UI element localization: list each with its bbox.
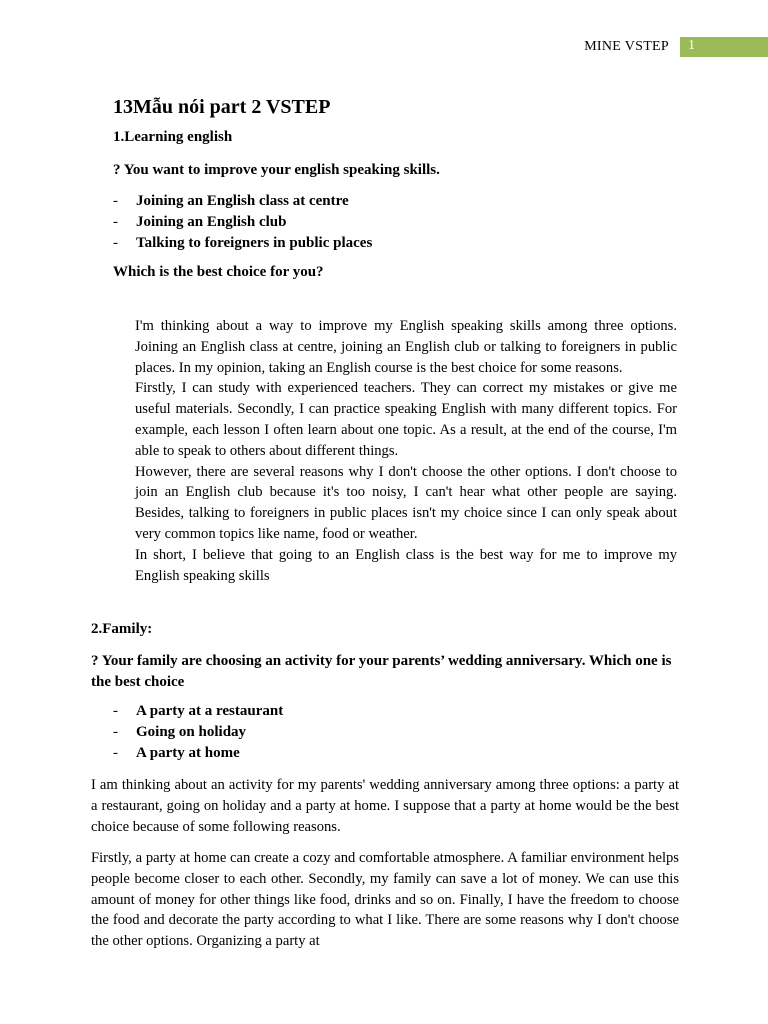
section1-heading: 1.Learning english [113, 129, 233, 145]
section1-question: ? You want to improve your english speaking skills. [113, 162, 440, 178]
list-item: - Joining an English club [113, 212, 372, 233]
paragraph: Firstly, I can study with experienced teachers. They can correct my mistakes or give me useful materials. Secondly, I can practice speaking English with many different topics. For example, each lesson I often learn about one topic. As a result, at the end of the course, I'm able to speak to others about different things. [135, 380, 677, 459]
section2-heading: 2.Family: [91, 621, 153, 637]
list-item: - Talking to foreigners in public places [113, 233, 372, 254]
list-item: - Going on holiday [113, 722, 283, 743]
page-number-tab [678, 37, 768, 57]
document-title: 13Mẫu nói part 2 VSTEP [113, 96, 331, 118]
section1-prompt: Which is the best choice for you? [113, 264, 324, 280]
section2-answer-paragraph-1: I am thinking about an activity for my parents' wedding anniversary among three options: a party at a restaurant, going on holiday and a party at home. I suppose that a party at home would be the best choice because of some following reasons. [91, 777, 679, 835]
paragraph: However, there are several reasons why I don't choose the other options. I don't choose to join an English club because it's too noisy, I can't hear what other people are saying. Besides, talking to foreigners in public places isn't my choice since I can only speak about very common topics like name, food or weather. [135, 463, 677, 542]
paragraph: In short, I believe that going to an English class is the best way for me to improve my English speaking skills [135, 546, 677, 584]
section1-answer [135, 316, 677, 586]
list-item: - A party at a restaurant [113, 701, 283, 722]
section2-answer-paragraph-2: Firstly, a party at home can create a cozy and comfortable atmosphere. A familiar environment helps people become closer to each other. Secondly, my family can save a lot of money. We can use this amount of money for other things like food, drinks and so on. Finally, I have the freedom to choose the food and decorate the party according to what I like. There are some reasons why I don't choose the other options. Organizing a party at [91, 850, 679, 950]
list-item: - Joining an English class at centre [113, 191, 372, 212]
section2-options [113, 701, 283, 764]
list-item: - A party at home [113, 743, 283, 764]
page-number: 1 [688, 38, 695, 53]
section2-question: ? Your family are choosing an activity for your parents’ wedding anniversary. Which one is the best choice [91, 653, 672, 690]
header-title: MINE VSTEP [584, 39, 669, 54]
tab-separator [678, 37, 680, 57]
paragraph: I'm thinking about a way to improve my English speaking skills among three options. Joining an English class at centre, joining an English club or talking to foreigners in public places. In my opinion, taking an English course is the best choice for some reasons. [135, 318, 677, 376]
section1-options [113, 191, 372, 254]
